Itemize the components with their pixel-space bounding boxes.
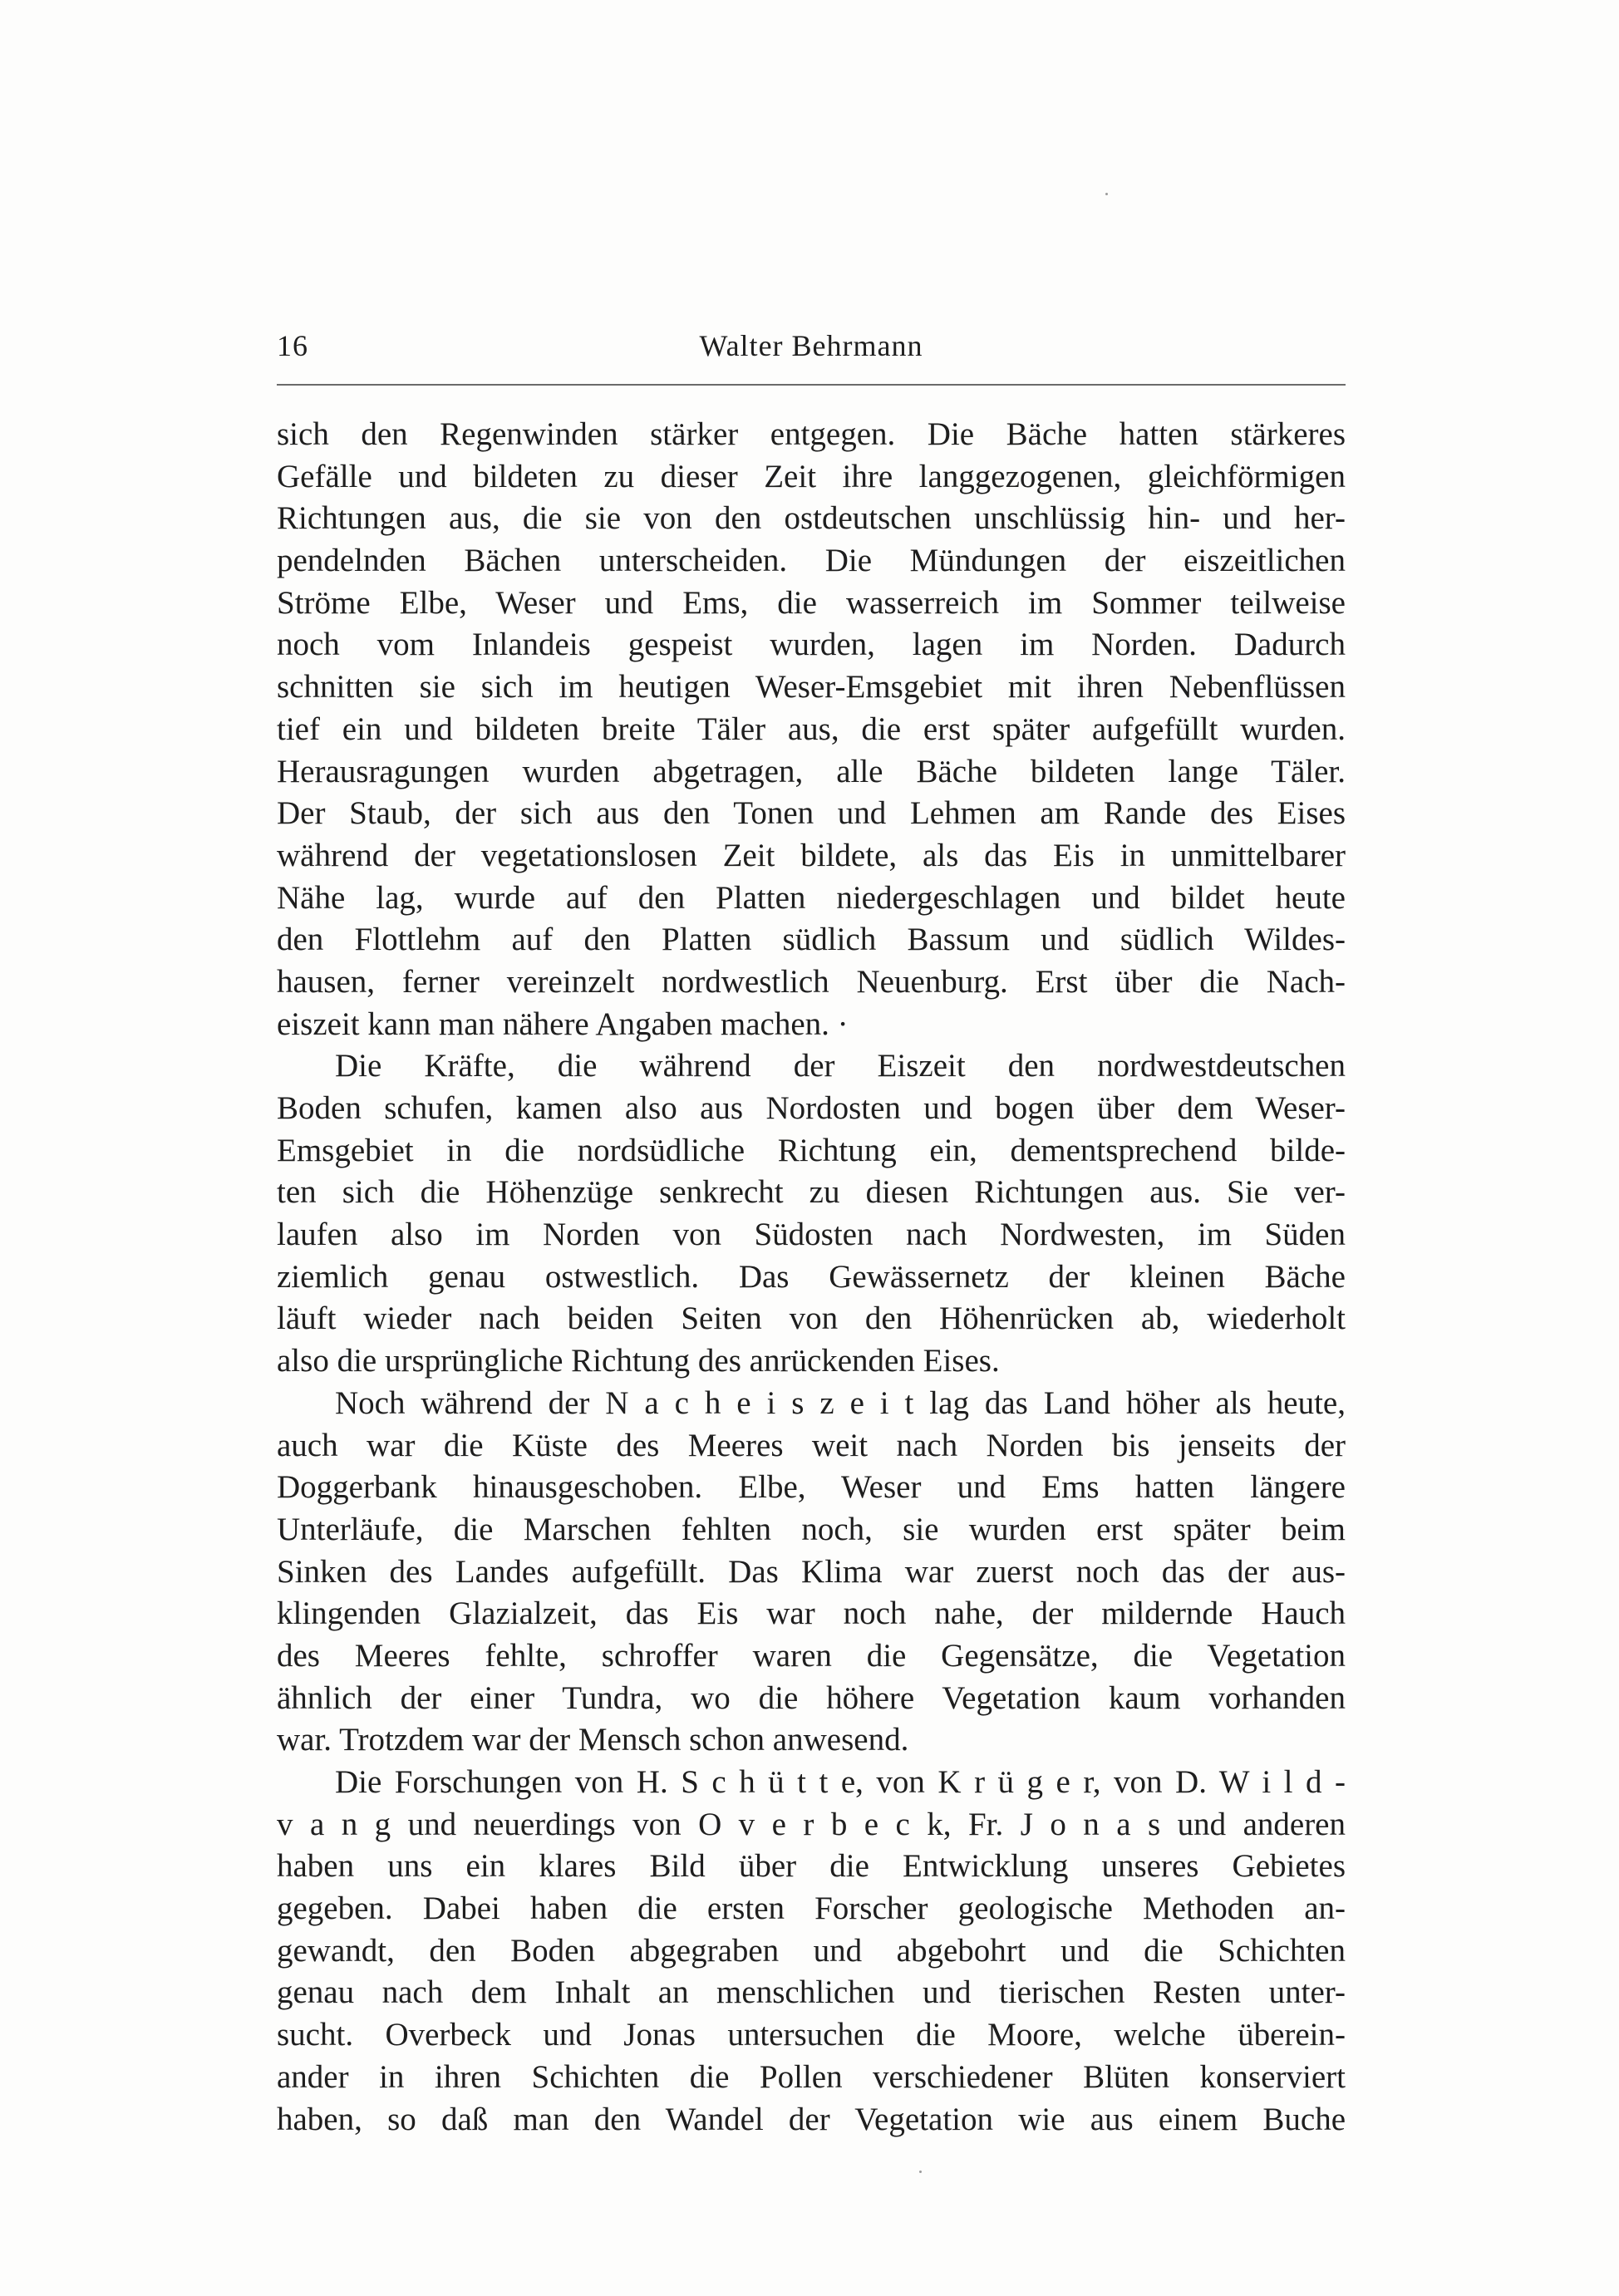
text-line: pendelnden Bächen unterscheiden. Die Mündungen der eiszeitlichen	[277, 543, 1346, 579]
text-line: schnitten sie sich im heutigen Weser-Emsgebiet mit ihren Nebenflüssen	[277, 669, 1346, 706]
text-line: Noch während der N a c h e i s z e i t lag das Land höher als heute,	[335, 1384, 1346, 1421]
text-line: während der vegetationslosen Zeit bildete, als das Eis in unmittelbarer	[277, 837, 1346, 873]
text-line: sucht. Overbeck und Jonas untersuchen die Moore, welche überein-	[277, 2017, 1346, 2053]
text-line: gewandt, den Boden abgegraben und abgebohrt und die Schichten	[277, 1932, 1346, 1969]
text-line: also die ursprüngliche Richtung des anrückenden Eises.	[277, 1343, 1000, 1379]
body-text	[277, 414, 1346, 2141]
header-rule	[277, 384, 1346, 386]
paper-speck	[919, 2171, 922, 2173]
text-line: haben, so daß man den Wandel der Vegetation wie aus einem Buche	[277, 2101, 1346, 2137]
text-line: Sinken des Landes aufgefüllt. Das Klima war zuerst noch das der aus-	[277, 1553, 1346, 1590]
text-line: Die Kräfte, die während der Eiszeit den nordwestdeutschen	[335, 1048, 1346, 1084]
text-line: gegeben. Dabei haben die ersten Forscher geologische Methoden an-	[277, 1890, 1346, 1927]
text-line: v a n g und neuerdings von O v e r b e c k, Fr. J o n a s und anderen	[277, 1806, 1346, 1842]
text-line: noch vom Inlandeis gespeist wurden, lagen im Norden. Dadurch	[277, 627, 1346, 663]
text-line: Boden schufen, kamen also aus Nordosten und bogen über dem Weser-	[277, 1090, 1346, 1126]
text-line: Richtungen aus, die sie von den ostdeutschen unschlüssig hin- und her-	[277, 500, 1346, 537]
text-line: ten sich die Höhenzüge senkrecht zu diesen Richtungen aus. Sie ver-	[277, 1174, 1346, 1211]
text-line: des Meeres fehlte, schroffer waren die Gegensätze, die Vegetation	[277, 1637, 1346, 1674]
text-line: ziemlich genau ostwestlich. Das Gewässernetz der kleinen Bäche	[277, 1258, 1346, 1295]
paper-speck	[1105, 193, 1108, 195]
text-line: auch war die Küste des Meeres weit nach Norden bis jenseits der	[277, 1427, 1346, 1463]
text-line: klingenden Glazialzeit, das Eis war noch nahe, der mildernde Hauch	[277, 1595, 1346, 1632]
text-line: tief ein und bildeten breite Täler aus, die erst später aufgefüllt wurden.	[277, 710, 1346, 747]
text-line: Nähe lag, wurde auf den Platten niedergeschlagen und bildet heute	[277, 879, 1346, 916]
page-number: 16	[277, 329, 308, 362]
text-line: Ströme Elbe, Weser und Ems, die wasserreich im Sommer teilweise	[277, 584, 1346, 621]
text-line: Gefälle und bildeten zu dieser Zeit ihre langgezogenen, gleichförmigen	[277, 458, 1346, 494]
text-line: haben uns ein klares Bild über die Entwicklung unseres Gebietes	[277, 1848, 1346, 1885]
text-line: sich den Regenwinden stärker entgegen. Die Bäche hatten stärkeres	[277, 416, 1346, 452]
text-line: ähnlich der einer Tundra, wo die höhere Vegetation kaum vorhanden	[277, 1679, 1346, 1716]
text-line: eiszeit kann man nähere Angaben machen. ·	[277, 1005, 849, 1042]
text-line: den Flottlehm auf den Platten südlich Bassum und südlich Wildes-	[277, 922, 1346, 958]
text-line: war. Trotzdem war der Mensch schon anwesend.	[277, 1722, 909, 1758]
text-line: hausen, ferner vereinzelt nordwestlich Neuenburg. Erst über die Nach-	[277, 963, 1346, 1000]
text-line: Der Staub, der sich aus den Tonen und Lehmen am Rande des Eises	[277, 795, 1346, 832]
text-line: ander in ihren Schichten die Pollen verschiedener Blüten konserviert	[277, 2058, 1346, 2095]
text-line: Die Forschungen von H. S c h ü t t e, von K r ü g e r, von D. W i l d -	[335, 1764, 1346, 1800]
text-line: laufen also im Norden von Südosten nach Nordwesten, im Süden	[277, 1217, 1346, 1253]
page-header	[277, 328, 1346, 378]
text-line: Herausragungen wurden abgetragen, alle Bäche bildeten lange Täler.	[277, 753, 1346, 789]
text-line: läuft wieder nach beiden Seiten von den Höhenrücken ab, wiederholt	[277, 1300, 1346, 1337]
text-line: Unterläufe, die Marschen fehlten noch, sie wurden erst später beim	[277, 1511, 1346, 1547]
text-line: genau nach dem Inhalt an menschlichen und tierischen Resten unter-	[277, 1974, 1346, 2011]
running-head: Walter Behrmann	[699, 329, 923, 362]
text-line: Doggerbank hinausgeschoben. Elbe, Weser und Ems hatten längere	[277, 1469, 1346, 1506]
text-line: Emsgebiet in die nordsüdliche Richtung ein, dementsprechend bilde-	[277, 1132, 1346, 1168]
